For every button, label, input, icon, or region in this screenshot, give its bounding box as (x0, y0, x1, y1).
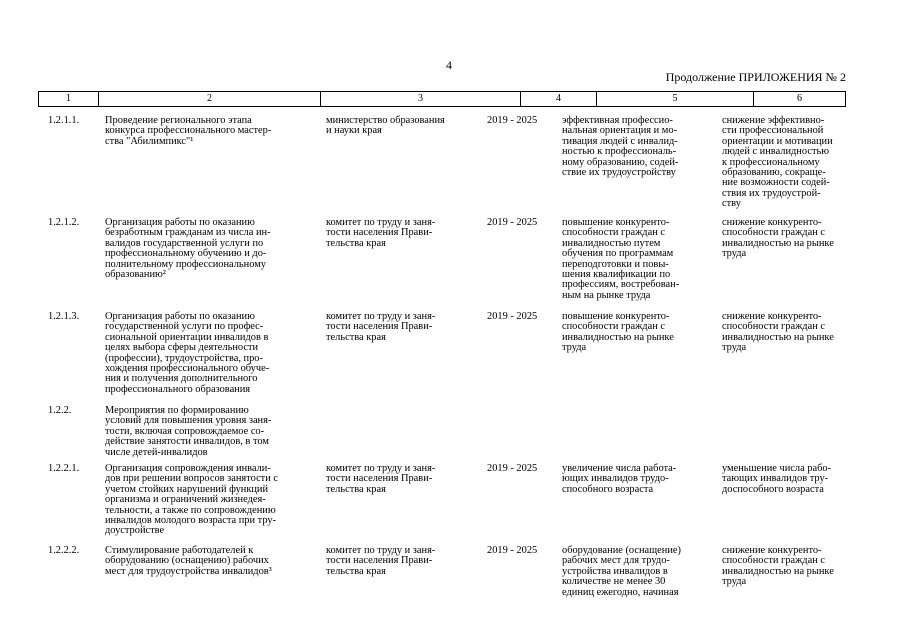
row-period: 2019 - 2025 (487, 217, 538, 228)
row-code: 1.2.2. (48, 405, 72, 416)
row-name: Организация работы по оказанию безработным гражданам из числа ин- валидов государственной услуги по профессиональному обучению и до- полнительному профессиональному образованию² (105, 217, 271, 281)
row-consequences: уменьшение числа рабо- тающих инвалидов тру- доспособного возраста (722, 463, 832, 495)
header-col-5: 5 (672, 93, 678, 104)
row-executor: комитет по труду и заня- тости населения Прави- тельства края (326, 463, 436, 495)
row-period: 2019 - 2025 (487, 545, 538, 556)
header-col-4: 4 (556, 93, 561, 104)
row-consequences: снижение конкуренто- способности граждан с инвалидностью на рынке труда (722, 311, 834, 354)
row-executor: комитет по труду и заня- тости населения Прави- тельства края (326, 311, 436, 343)
row-executor: комитет по труду и заня- тости населения Прави- тельства края (326, 545, 436, 577)
row-executor: министерство образования и науки края (326, 115, 445, 137)
row-period: 2019 - 2025 (487, 311, 538, 322)
row-consequences: снижение конкуренто- способности граждан с инвалидностью на рынке труда (722, 217, 834, 260)
row-direct-result: повышение конкуренто- способности граждан с инвалидностью путем обучения по программам переподготовки и повы- шения квалификации по профессиям, востребован- ным на рынке труда (562, 217, 680, 301)
header-col-2: 2 (207, 93, 212, 104)
row-name: Организация сопровождения инвали- дов при решении вопросов занятости с учетом стойких нарушений функций организма и ограничений жизнедея- тельности, а также по сопровождению инвалидов молодого возраста при тру- доустройстве (105, 463, 278, 537)
row-code: 1.2.1.3. (48, 311, 80, 322)
row-code: 1.2.2.2. (48, 545, 80, 556)
row-code: 1.2.1.1. (48, 115, 80, 126)
row-consequences: снижение конкуренто- способности граждан с инвалидностью на рынке труда (722, 545, 834, 588)
header-col-1: 1 (66, 93, 71, 104)
row-direct-result: увеличение числа работа- ющих инвалидов трудо- способного возраста (562, 463, 677, 495)
row-name: Стимулирование работодателей к оборудованию (оснащению) рабочих мест для трудоустройства инвалидов³ (105, 545, 272, 577)
row-code: 1.2.2.1. (48, 463, 80, 474)
row-direct-result: оборудование (оснащение) рабочих мест для трудо- устройства инвалидов в количестве не менее 30 единиц ежегодно, начиная (562, 545, 681, 598)
row-name: Проведение регионального этапа конкурса профессионального мастер- ства "Абилимпикс"¹ (105, 115, 272, 147)
table-header-row (38, 91, 846, 107)
row-period: 2019 - 2025 (487, 115, 538, 126)
header-col-3: 3 (418, 93, 423, 104)
row-name: Организация работы по оказанию государственной услуги по профес- сиональной ориентации инвалидов в целях выбора сферы деятельности (профессии), трудоустройства, про- хождения профессионального обуче- ния и получения дополнительного профессионального образования (105, 311, 270, 395)
appendix-continuation-title: Продолжение ПРИЛОЖЕНИЯ № 2 (665, 70, 846, 84)
row-period: 2019 - 2025 (487, 463, 538, 474)
row-name: Мероприятия по формированию условий для повышения уровня заня- тости, включая сопровождаемое со- действие занятости инвалидов, в том числе детей-инвалидов (105, 405, 272, 458)
header-col-6: 6 (797, 93, 802, 104)
page-number: 4 (446, 58, 452, 72)
row-consequences: снижение эффективно- сти профессиональной ориентации и мотивации людей с инвалидностью к профессиональному образованию, сокраще- ние возможности содей- ствия их трудоустрой- ству (722, 115, 833, 210)
row-code: 1.2.1.2. (48, 217, 80, 228)
row-executor: комитет по труду и заня- тости населения Прави- тельства края (326, 217, 436, 249)
row-direct-result: повышение конкуренто- способности граждан с инвалидностью на рынке труда (562, 311, 674, 354)
row-direct-result: эффективная профессио- нальная ориентация и мо- тивация людей с инвалид- ностью к профессиональ- ному образованию, содей- ствие их трудоустройству (562, 115, 679, 179)
